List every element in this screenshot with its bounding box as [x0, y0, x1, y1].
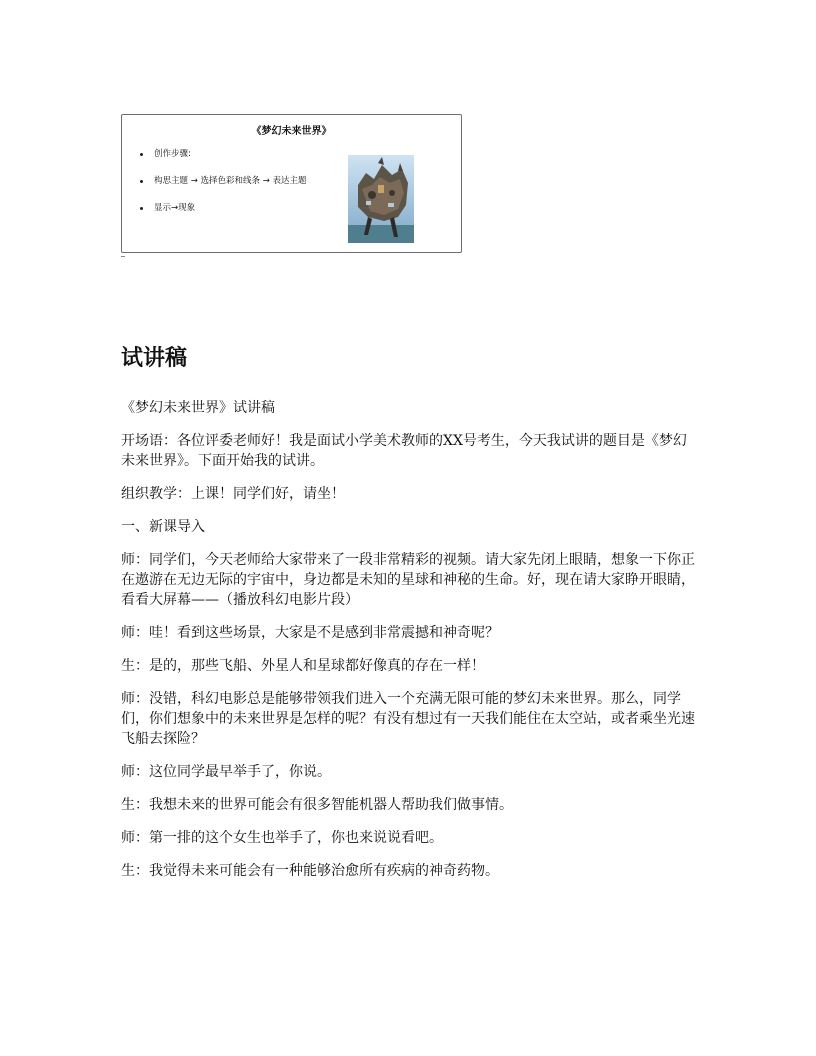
paragraph: 组织教学：上课！同学们好，请坐！ [121, 486, 345, 502]
slide-bullet: 显示→现象 [140, 203, 307, 230]
paragraph: 师：同学们，今天老师给大家带来了一段非常精彩的视频。请大家先闭上眼睛，想象一下你正在遨游在无边无际的宇宙中，身边都是未知的星球和神秘的生命。好，现在请大家睁开眼睛，看看大屏幕——（播放科幻电影片段） [121, 552, 695, 608]
page-title: 试讲稿 [121, 346, 188, 371]
paragraph: 一、新课导入 [121, 519, 205, 535]
paragraph: 师：第一排的这个女生也举手了，你也来说说看吧。 [121, 830, 443, 846]
document-body [121, 398, 697, 894]
paragraph: 师：哇！看到这些场景，大家是不是感到非常震撼和神奇呢？ [121, 625, 499, 641]
slide-divider [121, 256, 125, 257]
slide-thumbnail [121, 114, 462, 253]
paragraph: 生：是的，那些飞船、外星人和星球都好像真的存在一样！ [121, 658, 485, 674]
slide-bullet-list [140, 149, 307, 230]
paragraph: 生：我觉得未来可能会有一种能够治愈所有疾病的神奇药物。 [121, 863, 499, 879]
paragraph: 《梦幻未来世界》试讲稿 [121, 400, 275, 416]
slide-bullet: 创作步骤: [140, 149, 307, 176]
slide-bullet: 构思主题 → 选择色彩和线条 → 表达主题 [140, 176, 307, 203]
paragraph: 师：没错，科幻电影总是能够带领我们进入一个充满无限可能的梦幻未来世界。那么，同学们，你们想象中的未来世界是怎样的呢？有没有想过有一天我们能住在太空站，或者乘坐光速飞船去探险？ [121, 691, 695, 747]
paragraph: 生：我想未来的世界可能会有很多智能机器人帮助我们做事情。 [121, 797, 513, 813]
paragraph: 开场语：各位评委老师好！我是面试小学美术教师的XX号考生，今天我试讲的题目是《梦幻未来世界》。下面开始我的试讲。 [121, 433, 687, 469]
moving-castle-illustration [348, 155, 414, 243]
paragraph: 师：这位同学最早举手了，你说。 [121, 764, 331, 780]
slide-title: 《梦幻未来世界》 [251, 126, 332, 137]
